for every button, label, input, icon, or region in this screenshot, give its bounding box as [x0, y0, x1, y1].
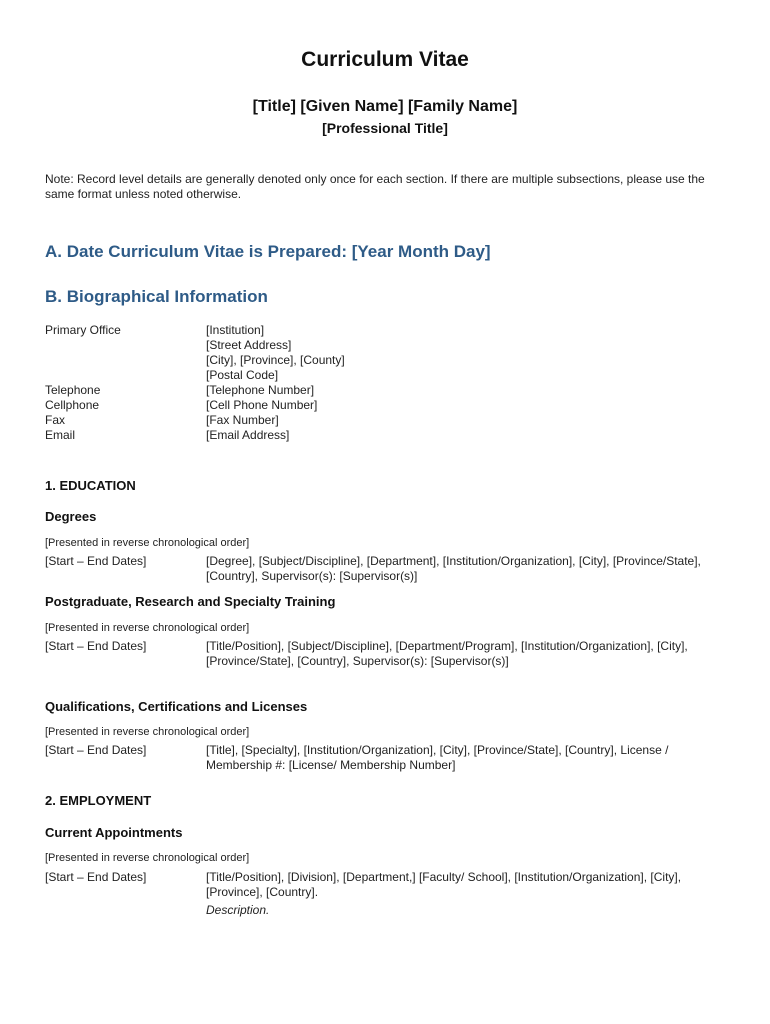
institution-value: [Institution]: [206, 323, 265, 337]
email-value: [Email Address]: [206, 428, 290, 442]
current-dates: [Start – End Dates]: [45, 870, 147, 884]
cellphone-value: [Cell Phone Number]: [206, 398, 318, 412]
professional-title: [Professional Title]: [322, 120, 448, 136]
education-heading: 1. EDUCATION: [45, 478, 136, 493]
primary-office-label: Primary Office: [45, 323, 121, 337]
telephone-value: [Telephone Number]: [206, 383, 315, 397]
qualifications-detail: [Title], [Specialty], [Institution/Organization], [City], [Province/State], [Country], License / Membership #: [License/ Membership Number]: [206, 743, 669, 772]
fax-value: [Fax Number]: [206, 413, 279, 427]
name-line: [Title] [Given Name] [Family Name]: [252, 98, 518, 115]
telephone-label: Telephone: [45, 383, 101, 397]
current-detail: [Title/Position], [Division], [Department,] [Faculty/ School], [Institution/Organization], [City], [Province], [Country].: [206, 870, 682, 899]
qualifications-dates: [Start – End Dates]: [45, 743, 147, 757]
postgrad-heading: Postgraduate, Research and Specialty Training: [45, 594, 336, 609]
section-b-heading: B. Biographical Information: [45, 287, 268, 306]
document-title: Curriculum Vitae: [301, 48, 469, 71]
cellphone-label: Cellphone: [45, 398, 100, 412]
degrees-detail: [Degree], [Subject/Discipline], [Department], [Institution/Organization], [City], [Province/State], [Country], Supervisor(s): [Supervisor(s)]: [206, 554, 701, 583]
current-description: Description.: [206, 903, 270, 917]
degrees-dates: [Start – End Dates]: [45, 554, 147, 568]
email-label: Email: [45, 428, 76, 442]
current-order-note: [Presented in reverse chronological order]: [45, 852, 250, 864]
city-value: [City], [Province], [County]: [206, 353, 345, 367]
postgrad-detail: [Title/Position], [Subject/Discipline], [Department/Program], [Institution/Organization], [City], [Province/State], [Country], Supervisor(s): [Supervisor(s)]: [206, 639, 688, 668]
format-note: Note: Record level details are generally denoted only once for each section. If there are multiple subsections, please use the same format unless noted otherwise.: [45, 172, 705, 201]
fax-label: Fax: [45, 413, 66, 427]
employment-heading: 2. EMPLOYMENT: [45, 793, 152, 808]
current-appointments-heading: Current Appointments: [45, 825, 183, 840]
degrees-order-note: [Presented in reverse chronological order]: [45, 537, 250, 549]
section-a-heading: A. Date Curriculum Vitae is Prepared: [Year Month Day]: [45, 242, 491, 261]
qualifications-heading: Qualifications, Certifications and Licenses: [45, 699, 308, 714]
degrees-heading: Degrees: [45, 509, 97, 524]
postal-value: [Postal Code]: [206, 368, 279, 382]
qualifications-order-note: [Presented in reverse chronological order]: [45, 726, 250, 738]
postgrad-dates: [Start – End Dates]: [45, 639, 147, 653]
street-value: [Street Address]: [206, 338, 292, 352]
postgrad-order-note: [Presented in reverse chronological order]: [45, 622, 250, 634]
